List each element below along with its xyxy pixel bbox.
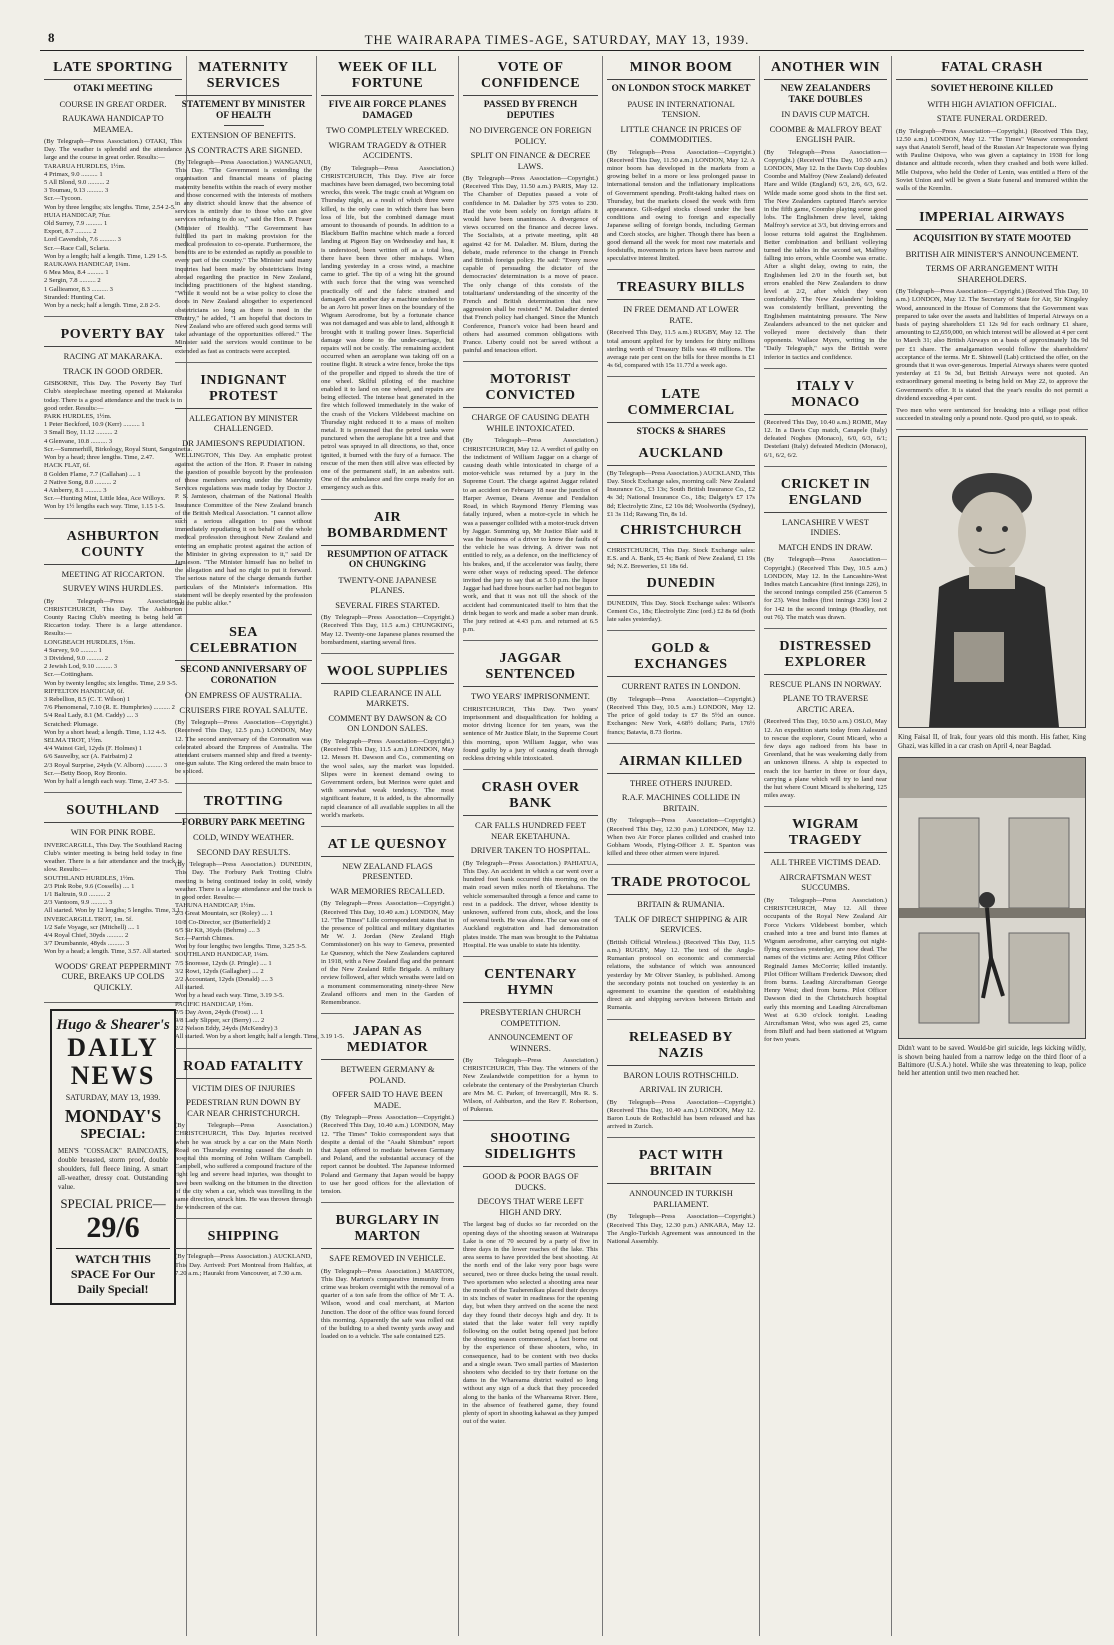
subheading: DR JAMIESON'S REPUDIATION. — [182, 437, 305, 448]
headline: ITALY V MONACO — [764, 375, 887, 415]
article-air-bombardment — [321, 506, 454, 654]
article-body: (By Telegraph—Press Association—Copyright.) (Received This Day, 11.50 a.m.) PARIS, May 12. The Chamber of Deputies passed a vote of confidence in M. Daladier by 375 votes to 230. Had the vote been solely on foreign affairs it would have been unanimous. A divergence of views occurred on the finance and decree laws. The Socialists, at a private meeting, split 48 against 42 for M. Daladier. M. Blum, during the debate, made reference to the change in French and British foreign policy. He said: "Every move capable of persuading the dictator of the democracies' determination is a move of peace. The only change of this consists of the totalitarians' understanding of the sincerity of the French and British determination that new aggression shall be resisted." M. Daladier denied that French policy had changed. Since the Munich Conference, France's voice had been heard and others had assumed common obligations with France. Liberty could not be saved without a painful and tenacious effort. — [463, 175, 598, 355]
subheading: DECOYS THAT WERE LEFT HIGH AND DRY. — [477, 1196, 584, 1217]
ad-price-label: SPECIAL PRICE— — [60, 1196, 166, 1212]
article-shooting-sidelights — [463, 1127, 598, 1432]
article-crash-over-bank — [463, 776, 598, 957]
article-body: (By Telegraph—Press Association.) CHRISTCHURCH, This Day. Five air force machines have been damaged, two becoming total wrecks, this week. The tragic crash at Wigram on Thursday night, as a result of which three were killed, is the only case in which there has been loss of life, but the combined damage must amount to thousands of pounds. In addition to a Blackburn Baffin machine which made a forced landing at Pigeon Bay on Wednesday and has, it is understood, been written off as a total loss, there have been three other mishaps. When landing yesterday in a cross wind, a machine came to grief. The tip of a wing hit the ground with such force that the wing was wrenched practically off and the fabric strained and damaged. On another day a machine undershot to be an Avro hit power lines on the boundary of the Wigram Aerodrome, but by a fortunate chance was not damaged and was able to land, although it brought with it trailing power lines. Superficial damage was done to the under-carriage, but repairs will not be costly. The remaining accident occurred when an aeroplane was taking off on a routine flight. It struck a wire fence, broke the tips of the propeller and ripped to shreds the tire of one wheel. Skilful piloting of the machine enabled it to land on one wheel, and repairs are being effected. The intense heat generated in the fire which followed immediately in the wake of the crash of the Vickers Vildebeest machine on Thursday night reduced it to a mass of molten metal. It is presumed that the petrol tanks were punctured when the aeroplane hit a tree and that petrol was sprayed in all directions, so that, once ignited, it burned with the fury of a furnace. The rescue of the men then still alive was effected by one of the permanent staff, in an asbestos suit. One of the ambulance and fire corps ready for an emergency such as this. — [321, 164, 454, 492]
subheading: ARRIVAL IN ZURICH. — [639, 1084, 723, 1095]
headline: SEA CELEBRATION — [175, 621, 312, 661]
subheading: WITH HIGH AVIATION OFFICIAL. — [927, 98, 1057, 109]
headline: SOUTHLAND — [44, 799, 182, 823]
article-shipping — [175, 1225, 312, 1284]
headline: BURGLARY IN MARTON — [321, 1209, 454, 1249]
result-line: Stranded: Hunting Cat. — [44, 293, 105, 301]
article-body: DUNEDIN, This Day. Stock Exchange sales: Wilson's Cement Co., 18s; Electrolytic Zinc (ord.) £2 8s 6d (both late sales yesterday). — [607, 599, 755, 624]
subheading: CURRENT RATES IN LONDON. — [621, 681, 741, 692]
article-wool-supplies — [321, 660, 454, 827]
result-line: Scratched: Plumage. — [44, 720, 99, 728]
article-body: (By Telegraph—Press Association.) CHRISTCHURCH, This Day. The winners of the New Zealandwide competition for a hymn to celebrate the centenary of the Presbyterian Church are Mrs M. C. Parker, of Invercargill, Mrs R. S. Wilson, of Ashburton, and the Rev F. Robertson, of Pukerau. — [463, 1057, 598, 1114]
headline: JAPAN AS MEDIATOR — [321, 1020, 454, 1060]
result-line: 7/6 Phenomenal, 7.10 (R. E. Humphries) .......... 2 — [44, 704, 175, 712]
subheading: PRESBYTERIAN CHURCH COMPETITION. — [480, 1007, 581, 1028]
headline: TROTTING — [175, 790, 312, 814]
article-gold-exchanges — [607, 637, 755, 744]
newspaper-title: THE WAIRARAPA TIMES-AGE, SATURDAY, MAY 13, 1939. — [364, 32, 750, 47]
result-line: Scr.—Race Call, Sclaria. — [44, 244, 110, 252]
results-list — [44, 639, 182, 787]
subheading: VICTIM DIES OF INJURIES — [191, 1082, 296, 1093]
subheading: COOMBE & MALFROY BEAT ENGLISH PAIR. — [769, 123, 882, 144]
article-southland — [44, 799, 182, 1003]
subheading: SAFE REMOVED IN VEHICLE. — [329, 1253, 446, 1264]
result-line: HACK FLAT, 6f. — [44, 462, 91, 470]
headline: ANOTHER WIN — [764, 56, 887, 80]
subheading: COMMENT BY DAWSON & CO ON LONDON SALES. — [328, 712, 447, 734]
column-6 — [760, 56, 892, 1636]
result-line: HUIA HANDICAP, 7fur. — [44, 211, 111, 219]
article-body: INVERCARGILL, This Day. The Southland Racing Club's winter meeting is being held today in fine weather. There is a fair attendance and the track is slow. Results:— — [44, 841, 182, 874]
subheading: NEW ZEALAND FLAGS PRESENTED. — [342, 860, 433, 882]
article-motorist-convicted — [463, 368, 598, 641]
article-body: (By Telegraph—Press Association—Copyright.) (Received This Day, 12.5 p.m.) LONDON, May 12. The second anniversary of the Coronation was celebrated aboard the Empress of Australia. The attendant cruisers manned ship and fired a twenty-one-gun salute. The King ordered the main brace to be spliced. — [175, 719, 312, 776]
article-late-sporting — [44, 56, 182, 317]
headline: ROAD FATALITY — [175, 1055, 312, 1079]
result-line: 5/4 Real Lady, 8.1 (M. Caddy) .... 3 — [44, 712, 139, 720]
subheading: TWENTY-ONE JAPANESE PLANES. — [338, 574, 437, 596]
headline: TREASURY BILLS — [607, 276, 755, 300]
result-line: 2/3 Royal Surprise, 24yds (V. Alborn) .......... 3 — [44, 761, 168, 769]
article-body: (Received This Day, 10.40 a.m.) ROME, May 12. In a Davis Cup match, Canapele (Italy) defeated Noghes (Monaco), 6/0, 6/3, 6/1; Destefani (Italy) defeated Medicin (Monaco), 6/1, 6/2, 6/2. — [764, 418, 887, 459]
headline: CENTENARY HYMN — [463, 963, 598, 1003]
result-line: Won by a length; half a length. Time, 1.29 1-5. — [44, 252, 168, 260]
headline: SHOOTING SIDELIGHTS — [463, 1127, 598, 1167]
subheading: STOCKS & SHARES — [636, 427, 726, 438]
headline: PACT WITH BRITAIN — [607, 1144, 755, 1184]
ad-heading: MONDAY'S — [64, 1106, 162, 1127]
article-body: (By Telegraph—Press Association.) WANGANUI, This Day. "The Government is extending the organisation and financial means of placing maternity benefits within the reach of every mother and those concerned with the interests of mothers in any district should know that the absence of services is entirely due to those who can give services refusing to do so," said the Hon. P. Fraser (Minister of Health). "The Government has fulfilled its part in making provision for the medical profession to co-operate. Furthermore, the benefits are to be extended as rapidly as possible to every part of the country." The Minister said many inquiries had been made by obstetricians living abroad regarding the practice in New Zealand, including practitioners of the highest standing. "While it would not be a wise policy to close the doors in New Zealand altogether to experienced obstetricians so long as there is need in the country," he added, "I am hopeful that doctors in New Zealand who are offered such good terms will take advantage of the opportunities offered." The Minister said the services would continue to be extended as fast as contracts were accepted. — [175, 159, 312, 355]
photo-caption: Didn't want to be saved. Would-be girl suicide, legs kicking wildly, is shown being hauled from a narrow ledge on the third floor of a Baltimore (U.S.A.) hotel. While she was threatening to leap, police held her attention until two men reached her. — [898, 1045, 1086, 1078]
result-line: 2/2 Nelson Eddy, 24yds (McKendry) 3 — [175, 1025, 278, 1033]
result-line: 6/6 Sauvelby, scr (A. Fairbairn) 2 — [44, 753, 133, 761]
article-body: GISBORNE, This Day. The Poverty Bay Turf Club's steeplechase meeting opened at Makaraka today. There is a good attendance and the track is in good order. Results:— — [44, 380, 182, 412]
article-body: (By Telegraph—Press Association—Copyright.) (Received This Day, 11.50 a.m.) LONDON, May 12. A minor boom has developed in the markets from a growing belief in a more or less prolonged pause in international tension and the inflationary implications of Government spending. Profit-taking halted rises on Thursday, but the markets closed the week with firm appearance. Gilt-edged stocks closed under the best conditions and owing to foreign and especially Japanese selling of foreign bonds, including German and Czech stocks, are higher. Though there has been a good demand all the week for most raw materials and foodstuffs, movements in prices have been narrow and speculative interest limited. — [607, 148, 755, 263]
ad-heading: SPECIAL: — [80, 1127, 146, 1143]
hotel-facade-illustration — [899, 758, 1085, 1038]
subheading: COLD, WINDY WEATHER. — [193, 832, 294, 843]
rule — [224, 125, 264, 126]
article-body: The largest bag of ducks so far recorded on the opening days of the shooting season at Wairarapa Lake is one of 70 secured by a party of five in three days in the lower reaches of the lake. This area seems to have provided the best shooting. At the north end of the lake very poor bags were secured, two or three ducks being the usual result. Two sportsmen who selected a shooting area near the mouth of the Tauherenikau placed their decoys in six inches of water in readiness for the opening day, but when they arrived on the scene the next day they found their decoys high and dry. It is stated that the lake water fell very rapidly following on the outlet being opened just before the shooting season commenced, a fact borne out by the experience of these shooters, who, in consequence, had to be content with two ducks and a single swan. Two small parties of Masterton shooters who decided to try their fortune on the dams in the Whareama district waited so long without any sign of a duck that they proceeded along to the banks of the Whareama River. Here, in the absence of feathered game, they found plenty of sport in shooting kahawai as they jumped out of the water. — [463, 1221, 598, 1426]
photo-king-faisal — [898, 436, 1086, 728]
subheading: TWO YEARS' IMPRISONMENT. — [471, 691, 590, 702]
result-line: All started. — [175, 984, 205, 992]
result-line: 3 Small Boy, 11.12 .......... 2 — [44, 429, 118, 437]
subheading: EXTENSION OF BENEFITS. — [191, 130, 296, 140]
subheading: THREE OTHERS INJURED. — [629, 777, 733, 788]
subheading: BRITAIN & RUMANIA. — [637, 899, 725, 910]
article-body: (Received This Day, 10.50 a.m.) OSLO, May 12. An expedition starts today from Aalesund to rescue the explorer, Count Micard, who a few days ago radioed from his base in Greenland, that he was weakening daily from an unknown illness. A ship is expected to reach the ice barrier in three or four days, carrying a plane which will try to land near the hut where Count Micard is sheltering, 125 miles away. — [764, 718, 887, 800]
subheading: SPLIT ON FINANCE & DECREE LAWS. — [470, 150, 591, 171]
result-line: 3 Dividend, 9.0 .......... 2 — [44, 654, 109, 662]
subheading: NEW ZEALANDERS TAKE DOUBLES — [780, 84, 871, 105]
ad-date: SATURDAY, MAY 13, 1939. — [65, 1093, 161, 1103]
headline: VOTE OF CONFIDENCE — [463, 56, 598, 96]
filler-note: Two men who were sentenced for breaking into a village post office succeeded in stealing only a pound note. Quod pro quid, so to speak. — [896, 406, 1088, 423]
result-line: SELMA TROT, 1½m. — [44, 736, 103, 744]
result-line: 5 All Blond, 9.0 .......... 2 — [44, 179, 110, 187]
result-line: 3/2 Rowi, 12yds (Gallagher) .... 2 — [175, 967, 264, 975]
headline: MINOR BOOM — [607, 56, 755, 80]
subheading: MEETING AT RICCARTON. — [61, 568, 165, 579]
subheading: AIRCRAFTSMAN WEST SUCCUMBS. — [779, 871, 872, 893]
headline: POVERTY BAY — [44, 323, 182, 347]
subheading: ANNOUNCEMENT OF WINNERS. — [488, 1032, 573, 1053]
result-line: 2 Sergin, 7.8 .......... 2 — [44, 277, 101, 285]
article-centenary-hymn — [463, 963, 598, 1121]
subheading: NO DIVERGENCE ON FOREIGN POLICY. — [469, 125, 592, 146]
article-poverty-bay — [44, 323, 193, 518]
article-body: (By Telegraph—Press Association—Copyright.) (Received This Day, 10.5 a.m.) LONDON, May 12. The price of gold today is £7 8s 5½d an ounce. Exchanges: New York, 4.68½ dollars; Paris, 176½ francs; Batavia, 8.73 florins. — [607, 695, 755, 736]
headline: AIR BOMBARDMENT — [321, 506, 454, 546]
result-line: 1/2 Safe Voyage, scr (Mitchell) .... 1 — [44, 923, 140, 931]
article-trade-protocol — [607, 871, 755, 1019]
article-fatal-crash — [896, 56, 1088, 200]
headline: JAGGAR SENTENCED — [463, 647, 598, 687]
headline: ASHBURTON COUNTY — [44, 525, 182, 565]
result-line: Won by twenty lengths; six lengths. Time, 2.9 3-5. — [44, 679, 178, 687]
headline: DISTRESSED EXPLORER — [764, 635, 887, 675]
subheading: PAUSE IN INTERNATIONAL TENSION. — [627, 98, 735, 119]
result-line: Won by four lengths; two lengths. Time, 3.25 3-5. — [175, 943, 307, 951]
column-2 — [171, 56, 345, 1636]
subheading: BRITISH AIR MINISTER'S ANNOUNCEMENT. — [905, 248, 1079, 259]
subheading: GOOD & POOR BAGS OF DUCKS. — [482, 1171, 579, 1192]
result-line: INVERCARGILL TROT, 1m. 5f. — [44, 915, 133, 923]
article-body: (By Telegraph—Press Association.) OTAKI, This Day. The weather is splendid and the attendance large and the course in great order. Results:— — [44, 138, 182, 162]
headline: MOTORIST CONVICTED — [463, 368, 598, 408]
result-line: Won by half a length each way. Time, 2.47 3-5. — [44, 777, 169, 785]
subheading: RAUKAWA HANDICAP TO MEAMEA. — [62, 113, 164, 134]
headline: CRICKET IN ENGLAND — [764, 473, 887, 513]
subheading: RESCUE PLANS IN NORWAY. — [769, 678, 882, 689]
photo-hotel-ledge — [898, 757, 1086, 1039]
filler-note: WOODS' GREAT PEPPERMINT CURE, BREAKS UP COLDS QUICKLY. — [54, 960, 172, 992]
subheading: COURSE IN GREAT ORDER. — [59, 98, 167, 109]
article-sea-celebration — [175, 621, 312, 783]
result-line: RAUKAWA HANDICAP, 1¼m. — [44, 261, 131, 269]
subheading: BETWEEN GERMANY & POLAND. — [340, 1064, 435, 1085]
subheading: FORBURY PARK MEETING — [181, 817, 306, 828]
subheading: CHARGE OF CAUSING DEATH WHILE INTOXICATED. — [471, 412, 590, 433]
page-number: 8 — [48, 30, 55, 45]
subheading: LANCASHIRE V WEST INDIES. — [782, 516, 869, 538]
subheading: WIGRAM TRAGEDY & OTHER ACCIDENTS. — [328, 139, 447, 160]
result-line: 3/7 Drumbannie, 48yds .......... 3 — [44, 940, 130, 948]
daily-news-advertisement — [50, 1009, 176, 1305]
headline: TRADE PROTOCOL — [607, 871, 755, 895]
result-line: 2/3 Vantoom, 9.9 .......... 3 — [44, 899, 113, 907]
result-line: 2 Native Song, 8.0 .......... 2 — [44, 478, 117, 486]
ad-title: DAILY NEWS — [67, 1033, 159, 1091]
result-line: 9/8 Lady Slipper, scr (Berry) .... 2 — [175, 1017, 265, 1025]
subheading: ANNOUNCED IN TURKISH PARLIAMENT. — [629, 1188, 733, 1209]
result-line: Scr.—Parrish Chimes. — [175, 934, 234, 942]
headline: INDIGNANT PROTEST — [175, 369, 312, 409]
subheading: TWO COMPLETELY WRECKED. — [326, 125, 449, 135]
boy-portrait-illustration — [899, 437, 1085, 727]
ad-description: MEN'S "COSSACK" RAINCOATS, double breasted, storm proof, double shoulders, full fleece lining. A smart all-weather, dressy coat. Outstanding value. — [58, 1147, 168, 1192]
subheading: WAR MEMORIES RECALLED. — [330, 885, 445, 896]
subheading: PEDESTRIAN RUN DOWN BY CAR NEAR CHRISTCHURCH. — [186, 1097, 301, 1118]
subheading: ON EMPRESS OF AUSTRALIA. — [184, 690, 303, 701]
subheading: ON LONDON STOCK MARKET — [611, 84, 751, 94]
result-line: Lord Cavendish, 7.6 .......... 3 — [44, 236, 121, 244]
subheading: CRUISERS FIRE ROYAL SALUTE. — [179, 704, 308, 715]
ad-footer: WATCH THIS SPACE For Our Daily Special! — [56, 1248, 170, 1297]
result-line: Won by a head; a length. Time, 3.57. All started. — [44, 948, 172, 956]
column-1 — [40, 56, 193, 1636]
result-line: LONGBEACH HURDLES, 1½m. — [44, 638, 136, 646]
article-body: (By Telegraph—Press Association—Copyright.) (Received This Day, 12.50 a.m.) LONDON, May 12. "The Times" Warsaw correspondent says that Anatoli Seroff, head of the Russian Air Inspectorate was flying with Pauline Osipova, who was given a captaincy in 1938 for long distance and altitude records, when they crashed and both were killed. Mlle Osipova, who held the Order of Lenin, was entitled a Hero of the Soviet Union and will be given a State funeral and immured within the walls of the Kremlin. — [896, 127, 1088, 192]
article-wigram-tragedy — [764, 813, 887, 1050]
subheading: CAR FALLS HUNDRED FEET NEAR EKETAHUNA. — [474, 820, 587, 841]
result-line: 10/8 Co-Director, scr (Butterfield) 2 — [175, 918, 271, 926]
result-line: 3 Rebellion, 8.5 (C. T. Wilson) 1 — [44, 695, 131, 703]
result-line: SOUTHLAND HURDLES, 1½m. — [44, 874, 135, 882]
headline: WOOL SUPPLIES — [321, 660, 454, 684]
subheading: AS CONTRACTS ARE SIGNED. — [184, 144, 303, 155]
article-imperial-airways — [896, 206, 1088, 430]
subheading: IN FREE DEMAND AT LOWER RATE. — [623, 304, 739, 325]
result-line: 7/5 Snoresse, 12yds (J. Pringle) .... 1 — [175, 959, 272, 967]
result-line: 1 Gallieamor, 8.3 .......... 3 — [44, 285, 113, 293]
headline: CRASH OVER BANK — [463, 776, 598, 816]
ad-store-name: Hugo & Shearer's — [56, 1017, 170, 1034]
headline: WEEK OF ILL FORTUNE — [321, 56, 454, 96]
subheading: LITTLE CHANCE IN PRICES OF COMMODITIES. — [620, 123, 742, 144]
result-line: 2/2 Accountant, 12yds (Donald) .... 3 — [175, 976, 273, 983]
article-body: (By Telegraph—Press Association—Copyright.) (Received This Day, 12.30 p.m.) LONDON, May 12. When two Air Force planes collided and crashed into Gobham Woods, Flying-Officer J. E. Spanton was killed and three other airmen were injured. — [607, 817, 755, 858]
result-line: 3 Toumau, 9.13 .......... 3 — [44, 187, 109, 195]
article-body: WELLINGTON, This Day. An emphatic protest against the action of the Hon. P. Fraser in raising the question of possible boycott by the profession of those members serving under the Maternity Services regulations was made today by Doctor J. P. S. Jamieson, chairman of the National Health Insurance Committee of the New Zealand branch of the British Medical Association. "I cannot allow such a serious allegation to pass without immediately repudiating it on behalf of the whole medical profession throughout New Zealand and entering an emphatic protest against the action of the Minister in giving expression to it," said Dr Jamieson. "The Minister himself has no belief in the allegation and had no right to put it forward. The serious nature of the charge demands further particulars of the Minister's information. His statement will be deeply resented by the profession and the public alike." — [175, 452, 312, 608]
result-line: PACIFIC HANDICAP, 1½m. — [175, 1000, 253, 1008]
results-list — [44, 413, 193, 511]
article-body: (British Official Wireless.) (Received This Day, 11.5 a.m.) RUGBY, May 12. The text of the Anglo-Rumanian protocol on economic and commercial relations, the substance of which was announced yesterday by Mr Oliver Stanley, is published. Among the secondary points not touched on yesterday is an agreement to examine the question of establishing direct air and shipping services between Britain and Rumania. — [607, 938, 755, 1012]
subheading: TRACK IN GOOD ORDER. — [63, 365, 163, 376]
column-7 — [892, 56, 1092, 1636]
subheading: STATE FUNERAL ORDERED. — [936, 113, 1048, 123]
result-line: 4 Ainberry, 8.1 .......... 3 — [44, 486, 107, 494]
subheading: SURVEY WINS HURDLES. — [62, 583, 164, 594]
article-body: (By Telegraph—Press Association.) PAHIATUA, This Day. An accident in which a car went over a hundred foot bank occurred this morning on the main road seven miles north of Eketahuna. The vehicle somersaulted through a fence and came to rest in a paddock. The driver, whose identity is unknown, suffered from cuts, shock, and the loss of several teeth. He was alone. The car was one of Auckland registration and had demonstration plates inside. The man was brought to the Pahiatua Hospital. He was unable to state his identity. — [463, 859, 598, 949]
masthead-rule — [40, 50, 1084, 51]
article-body: (By Telegraph—Press Association—Copyright.) (Received This Day, 12.30 p.m.) ANKARA, May 12. The Anglo-Turkish Agreement was announced in the National Assembly. — [607, 1213, 755, 1246]
article-treasury-bills — [607, 276, 755, 377]
article-minor-boom — [607, 56, 755, 270]
subheading: SEVERAL FIRES STARTED. — [335, 599, 440, 610]
ad-price: 29/6 — [86, 1211, 140, 1245]
subheading: ALLEGATION BY MINISTER CHALLENGED. — [188, 412, 299, 434]
section-heading: AUCKLAND — [607, 442, 755, 466]
article-ashburton-county — [44, 525, 182, 794]
subheading: R.A.F. MACHINES COLLIDE IN BRITAIN. — [621, 792, 741, 813]
subheading: RESUMPTION OF ATTACK ON CHUNGKING — [327, 549, 448, 571]
article-body: (By Telegraph—Press Association—Copyright.) (Received This Day, 11.5 a.m.) CHUNGKING, May 12. Twenty-one Japanese planes resumed the bombardment, starting several fires. — [321, 614, 454, 646]
headline: WIGRAM TRAGEDY — [764, 813, 887, 853]
column-5 — [603, 56, 760, 1636]
article-body: (By Telegraph—Press Association—Copyright.) (Received This Day, 10.5 a.m.) LONDON, May 12. In the Lancashire-West Indies match Lancashire (first innings 226), in the second innings compiled 256 (Cameron 5 for 23). West Indies (first innings 236) lost 2 for 142 in the second innings (Headley, not out 76). The match was drawn. — [764, 556, 887, 621]
article-body: (By Telegraph—Press Association.) MARTON, This Day. Marton's comparative immunity from crime was broken overnight with the removal of a quarter of a ton safe from the office of Mr T. A. Wilson, wood and coal merchant, at Marton Junction. The door of the office was found forced this morning. Apparently the safe was rolled out of the building to a shed twenty yards away and loaded on to a vehicle. The safe contained £25. — [321, 1267, 454, 1341]
article-body: (By Telegraph—Press Association—Copyright.) (Received This Day, 10.40 a.m.) LONDON, May 12. "The Times" Lille correspondent states that in the presence of political and military dignitaries Mr W. J. Jordan (New Zealand High Commissioner) on his way to Geneva, presented Le Quesnoy, which the New Zealanders captured in 1918, with a New Zealand flag and the pennant of the New Zealand Rifle Brigade. A military review followed, after which wreaths were laid on a monument commemorating ninety-three New Zealand officers and men in the Garden of Remembrance. — [321, 900, 454, 1006]
headline: IMPERIAL AIRWAYS — [896, 206, 1088, 230]
article-japan-as-mediator — [321, 1020, 454, 1203]
headline: FATAL CRASH — [896, 56, 1088, 80]
article-body: (By Telegraph—Press Association.) DUNEDIN, This Day. The Forbury Park Trotting Club's meeting is being continued today in cold, windy weather. There is a large attendance and the track is in good order. Results:— — [175, 861, 312, 901]
result-line: RIFFELTON HANDICAP, 6f. — [44, 687, 125, 695]
result-line: SOUTHLAND HANDICAP, 1¼m. — [175, 951, 269, 959]
result-line: PARK HURDLES, 1½m. — [44, 413, 112, 421]
subheading: SOVIET HEROINE KILLED — [930, 84, 1054, 94]
subheading: ALL THREE VICTIMS DEAD. — [770, 857, 881, 868]
column-3 — [317, 56, 459, 1636]
headline: LATE SPORTING — [44, 56, 182, 80]
masthead — [0, 0, 1114, 47]
section-heading: DUNEDIN — [607, 572, 755, 596]
subheading: TALK OF DIRECT SHIPPING & AIR SERVICES. — [614, 913, 748, 935]
article-trotting — [175, 790, 345, 1049]
subheading: PASSED BY FRENCH DEPUTIES — [483, 100, 578, 121]
article-distressed-explorer — [764, 635, 887, 808]
result-line: Won by a short head; a length. Time, 1.12 4-5. — [44, 728, 167, 736]
article-body: CHRISTCHURCH, This Day. Stock Exchange sales: E.S. and A. Bank, £5 4s; Bank of New Zealand, £1 19s 9d; N.Z. Breweries, £1 18s 6d. — [607, 547, 755, 571]
subheading: TERMS OF ARRANGEMENT WITH SHAREHOLDERS. — [925, 263, 1059, 284]
article-body: (By Telegraph—Press Association.) AUCKLAND, This Day. Arrived: Port Montreal from Halifax, at 7.20 a.m.; Hauraki from Vancouver, at 7.30 a.m. — [175, 1253, 312, 1277]
subheading: SECOND ANNIVERSARY OF CORONATION — [180, 665, 307, 686]
headline: GOLD & EXCHANGES — [607, 637, 755, 677]
article-late-commercial — [607, 383, 755, 631]
article-road-fatality — [175, 1055, 312, 1220]
headline: SHIPPING — [175, 1225, 312, 1249]
result-line: 4/4 Royal Chief, 30yds .......... 2 — [44, 931, 129, 939]
subheading: SECOND DAY RESULTS. — [196, 846, 291, 857]
subheading: DRIVER TAKEN TO HOSPITAL. — [470, 845, 591, 856]
article-vote-of-confidence — [463, 56, 598, 362]
subheading: MATCH ENDS IN DRAW. — [778, 541, 873, 552]
article-pact-with-britain — [607, 1144, 755, 1252]
result-line: Scr.—Hunting Mint, Little Idea, Ace Willoyx. — [44, 495, 166, 503]
results-list — [44, 163, 182, 311]
article-body: (By Telegraph—Press Association.) CHRISTCHURCH, This Day. Injuries received when he was struck by a car on the Main North Road on Thursday evening caused the death in hospital this morning of John William Campbell. Campbell, who suffered a compound fracture of the right leg and severe head injuries, was thought to have been walking on the bitumen in the direction of the city when a car, which was travelling in the same direction, struck him. He was thrown through the windscreen of the car. — [175, 1122, 312, 1212]
subheading: IN DAVIS CUP MATCH. — [781, 109, 870, 119]
photo-caption: King Faisal II, of Irak, four years old this month. His father, King Ghazi, was killed in a car crash on April 4, near Bagdad. — [898, 734, 1086, 750]
result-line: Won by three lengths; six lengths. Time, 2.54 2-5. — [44, 203, 176, 211]
result-line: Scr.—Cottingham. — [44, 671, 94, 679]
article-cricket-in-england — [764, 473, 887, 629]
result-line: 6 Mea Mea, 8.4 .......... 1 — [44, 269, 109, 277]
result-line: 2 Jewish Lod, 9.10 .......... 3 — [44, 663, 118, 671]
section-heading: CHRISTCHURCH — [607, 519, 755, 543]
result-line: Old Surrey, 7.9 .......... 1 — [44, 220, 108, 228]
results-list — [175, 902, 345, 1041]
result-line: Won by a neck; half a length. Time, 2.8 2-5. — [44, 302, 161, 310]
result-line: 4 Survey, 9.0 .......... 1 — [44, 646, 102, 654]
subheading: ACQUISITION BY STATE MOOTED — [913, 234, 1071, 245]
subheading: FIVE AIR FORCE PLANES DAMAGED — [328, 100, 447, 121]
headline: MATERNITY SERVICES — [175, 56, 312, 96]
subheading: RACING AT MAKARAKA. — [63, 351, 163, 362]
result-line: All started. Won by 12 lengths; 5 lengths. Time, 3.1. — [44, 907, 182, 915]
result-line: 6/5 Sir Kit, 36yds (Behrns) .... 3 — [175, 926, 260, 934]
article-maternity-services — [175, 56, 312, 363]
article-burglary-in-marton — [321, 1209, 454, 1347]
article-body: (Received This Day, 11.5 a.m.) RUGBY, May 12. The total amount applied for by tenders for thirty millions sterling worth of Treasury Bills was 49 millions. The average rate per cent on the bills for three months is £1 4s 6d, compared with 15s 11.77d a week ago. — [607, 329, 755, 370]
headline: AIRMAN KILLED — [607, 750, 755, 774]
article-body: (By Telegraph—Press Association.) CHRISTCHURCH, May 12. All three occupants of the Royal New Zealand Air Force Vickers Vildebeest bomber, which crashed into a tree and burst into flames at Wigram aerodrome, after carrying out night-flying exercises yesterday, are now dead. The names of the victims are: Acting Pilot Officer Reginald James McCorrie; killed instantly. Pilot Officer William Frederick Dawson; died from burns. Leading Aircraftsman George Henry West; died from burns. Pilot Officer Dawson died in the Christchurch hospital early this morning and Leading Aircraftsman West at 6.30 o'clock tonight. Leading Aircraftsman West, who was aged 25, came from Bluff and had been stationed at Wigram for two years. — [764, 896, 887, 1044]
article-at-le-quesnoy — [321, 833, 454, 1014]
subheading: OFFER SAID TO HAVE BEEN MADE. — [332, 1089, 443, 1110]
subheading: OTAKI MEETING — [73, 84, 153, 94]
column-4 — [459, 56, 603, 1636]
result-line: 4 Primax, 9.0 .......... 1 — [44, 170, 103, 178]
article-another-win — [764, 56, 887, 369]
result-line: 2/3 Pink Robe, 9.6 (Cossells) .... 1 — [44, 882, 135, 890]
article-body: (By Telegraph—Press Association—Copyright.) (Received This Day, 10.40 a.m.) LONDON, May 12. "The Times" Tokio correspondent says that despite a denial of the "Asahi Shimbun" report that Japan offered to mediate between Germany and Poland, and the substantial accuracy of the report cannot be doubted. The Japanese informed Poland and Germany that Japan would be happy to use her good offices for the alleviation of tension. — [321, 1114, 454, 1195]
result-line: Won by 1½ lengths each way. Time, 1.15 1-5. — [44, 503, 165, 511]
result-line: 4/4 Wainoi Girl, 12yds (F. Holmes) 1 — [44, 745, 143, 753]
result-line: Scr.—Summerhill, Birkology, Royal Stunt, Sanguinetta. — [44, 445, 193, 453]
headline: AT LE QUESNOY — [321, 833, 454, 857]
article-body: CHRISTCHURCH, This Day. Two years' imprisonment and disqualification for holding a motor driving licence for ten years, was the sentence of Mr Justice Blair, in the Supreme Court this morning, upon William Jaggar, who was found guilty by a jury of causing death through reckless driving while intoxicated. — [463, 705, 598, 763]
result-line: Won by a head each way. Time, 3.19 3-5. — [175, 992, 284, 1000]
article-body: (By Telegraph—Press Association—Copyright.) (Received This Day, 10.50 a.m.) LONDON, May 12. In the Davis Cup doubles Coombe and Malfroy (New Zealand) defeated Hare and Wilde (England) 6/3, 2/6, 6/3, 6/2. Wilde made some good shots in the first set. The New Zealanders captured Hare's service in the fifth game, Coombe playing some good lobs. The Englishmen drew level, taking Malfroy's service at 3/3, but driving errors and loose returns told against the Englishmen. Better combination and brilliant volleying turned the tables in the second set, Malfroy falling into errors, while Coombe was erratic. After a slight delay, owing to rain, the Englishmen led 2/0 in the fourth set, but errors enabled the New Zealanders to draw level at 2/2, after which they won comfortably. The New Zealanders' holding was consistently brilliant, preventing the Englishmen maintaining pressure. The New Zealanders advanced to the net quicker and volleyed more decisively than their opponents. Wallace Myers, writing in the "Daily Telegraph," says the British were inferior in tactics and confidence. — [764, 148, 887, 361]
subheading: BARON LOUIS ROTHSCHILD. — [623, 1069, 739, 1080]
article-jaggar-sentenced — [463, 647, 598, 770]
article-airman-killed — [607, 750, 755, 866]
subheading: PLANE TO TRAVERSE ARCTIC AREA. — [782, 693, 869, 714]
result-line: 1 Peter Beckford, 10.9 (Kerr) .......... 1 — [44, 421, 145, 429]
result-line: Scr.—Betty Boop, Roy Bronio. — [44, 769, 127, 777]
subheading: WIN FOR PINK ROBE. — [70, 827, 156, 838]
result-line: Export, 8.7 .......... 2 — [44, 228, 97, 236]
subheading: RAPID CLEARANCE IN ALL MARKETS. — [333, 687, 442, 709]
result-line: 4 Glenvane, 10.8 .......... 3 — [44, 437, 113, 445]
result-line: Won by a head; three lengths. Time, 2.47. — [44, 454, 154, 462]
article-released-by-nazis — [607, 1026, 755, 1139]
article-indignant-protest — [175, 369, 312, 615]
article-body: (By Telegraph—Press Association.) CHRISTCHURCH, This Day. The Ashburton County Racing Club's meeting is being held at Riccarton today. There is a large attendance. Results:— — [44, 597, 182, 638]
headline: RELEASED BY NAZIS — [607, 1026, 755, 1066]
headline: LATE COMMERCIAL — [607, 383, 755, 423]
result-line: TARARUA HURDLES, 1½m. — [44, 162, 126, 170]
result-line: All started. Won by a short length; half a length. Time, 3.19 1-5. — [175, 1033, 345, 1041]
subheading: STATEMENT BY MINISTER OF HEALTH — [181, 100, 306, 121]
article-body: (By Telegraph—Press Association—Copyright.) (Received This Day, 10 a.m.) LONDON, May 12. The Secretary of State for Air, Sir Kingsley Wood, announced in the House of Commons that the Government was prepared to take over the assets and liabilities of Imperial Airways on a basis of paying shareholders £1 12s 9d for each ordinary £1 share, amounting to £2,659,000, on which interest will be allowed at 4 per cent to March 31; also British Airways on a basis of approximately 18s 9d per £1 share. The amalgamation would follow the shareholders' acceptance of the terms. Mr E. Shinwell (Lab) criticised the offer, on the grounds that it was over-generous. Imperial Airways shares were quoted yesterday at £1 9s 3d, but British Airways were not quoted. An extraordinary general meeting is being held on May 22, to approve the Government's offer. It is stated that the year's results do not permit a dividend exceeding 4 per cent. — [896, 288, 1088, 402]
article-body: (By Telegraph—Press Association—Copyright.) (Received This Day, 11.5 a.m.) LONDON, May 12. Messrs H. Dawson and Co., commenting on the wool sales, say the market was lopsided. Slipes were in keenest demand owing to Government orders, but Merinos were quiet and with somewhat weak tendency. The most significant feature, it is added, is the abnormally rapid clearance of all available supplies in all the world's markets. — [321, 737, 454, 819]
article-week-of-ill-fortune — [321, 56, 454, 500]
article-body: (By Telegraph—Press Association.) AUCKLAND, This Day. Stock Exchange sales, morning call: New Zealand Insurance Co., £3 13s; South British Insurance Co., £2 4s 3d; National Insurance Co., 18s; Dalgety's £7 17s 8d; Electrolytic Zinc, £2 10s 8d; Woolworths (Sydney), £1 3s 11d; Rawang Tin, 8s 1d. — [607, 469, 755, 518]
article-body: (By Telegraph—Press Association.) CHRISTCHURCH, May 12. A verdict of guilty on the indictment of William Jaggar on a charge of causing death while intoxicated in charge of a motor-vehicle was returned by a jury in the Supreme Court. The charge against Jaggar related to an accident on February 18 near the junction of Harper Avenue, Deans Avenue and Fendalton Road, in which Raymond Henry Fleming was fatally injured, when a motor-cycle in which he was a passenger collided with a motor-truck driven by Jaggar. Summing up, Mr Justice Blair said it was the business of a driver to know the faults of the vehicle he was driving. A driver was not entitled to rely, as a defence, on the inefficiency of his brakes, and, if the accelerator was faulty, there were other ways of reducing speed. The defence invited the jury to say that at 5.10 p.m. the liquor Jaggar had had three hours earlier had not begun to work, and that it was not till the shock of the accident had communicated itself to him that the drink began to work and made a sober man drunk. The jury retired at 4.43 p.m. and returned at 6.5 p.m. — [463, 437, 598, 634]
result-line: 1/1 Baltruin, 9.0 .......... 2 — [44, 890, 111, 898]
result-line: 8 Golden Flame, 7.7 (Callahan) .... 1 — [44, 470, 141, 478]
article-body: (By Telegraph—Press Association—Copyright.) (Received This Day, 10.40 a.m.) LONDON, May 12. Baron Louis de Rothschild has been released and has arrived in Zurich. — [607, 1098, 755, 1131]
result-line: TAHUNA HANDICAP, 1½m. — [175, 902, 256, 910]
results-list — [44, 875, 182, 957]
result-line: Scr.—Tycoon. — [44, 195, 82, 203]
article-italy-v-monaco — [764, 375, 887, 467]
result-line: 7/5 Day Avon, 24yds (Frost) .... 1 — [175, 1008, 264, 1016]
result-line: 2/3 Great Mountain, scr (Roley) .... 1 — [175, 910, 273, 918]
